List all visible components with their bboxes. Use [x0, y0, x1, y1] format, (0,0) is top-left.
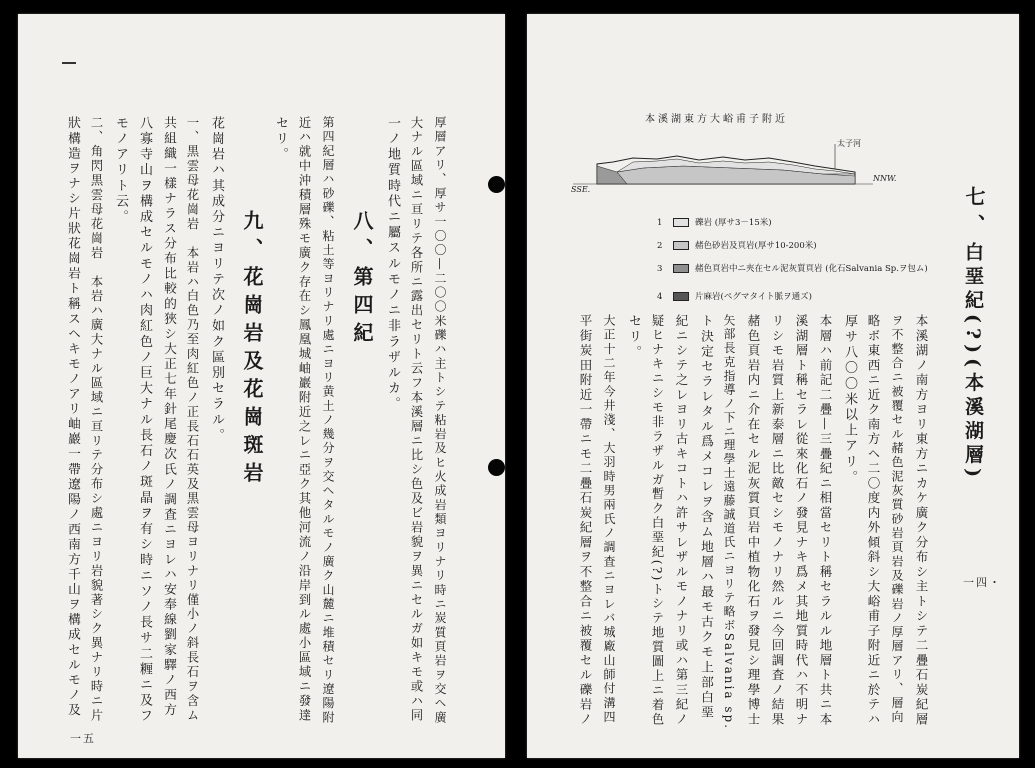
cross-section-left-label: SSE.	[571, 185, 591, 194]
left-page-edge-mark	[62, 62, 76, 64]
right-column-5: 本層ハ前記二疊—三疊紀ニ相當セリト稱セラルル地層ト共ニ本	[818, 314, 833, 727]
legend-text-3: 赭色頁岩中ニ夾在セル泥灰質頁岩 (化石Salvania Sp.ヲ包ム)	[695, 264, 928, 274]
legend-num-1: 1	[657, 218, 663, 228]
right-column-8: 赭色頁岩内ニ介在セル泥灰質頁岩中植物化石ヲ發見シ理學博士	[746, 314, 761, 727]
left-column-10: 八寡寺山ヲ構成セルモノハ肉紅色ノ巨大ナル長石ノ斑晶ヲ有シ時ニソノ長サ二糎ニ及フ	[137, 116, 152, 725]
right-column-6: 溪湖層ト稱セラレ從來化石ノ發見ナキ爲メ其地質時代ハ不明ナ	[794, 314, 809, 727]
left-column-13: 狀構造ヲナシ片狀花崗岩ト稱スヘキモノアリ岫巖一帶遼陽ノ西南方千山ヲ構成セルモノ及	[65, 116, 80, 718]
section-title: 白堊紀(?)(本溪湖層)	[962, 242, 984, 483]
binding-hole-left-upper	[488, 176, 505, 193]
right-column-14: 大正十二年今井淺、大羽時男兩氏ノ調査ニヨレバ城廠山師付溝四	[602, 314, 616, 725]
right-column-7: リシモ岩質上新泰層ニ比敵セシモノナリ然ルニ今回調査ノ結果	[770, 314, 785, 727]
left-column-5: 近ハ就中沖積層殊モ廣ク存在シ鳳凰城岫巖附近之レニ亞ク其他河流ノ沿岸到ル處小區域ニ發達	[297, 116, 311, 724]
right-column-9: 矢部長克指導ノ下ニ理學士遠藤誠道氏ニヨリテ略ボSalvania sp.	[722, 314, 736, 731]
legend-num-3: 3	[657, 264, 663, 274]
figure-title: 本溪湖東方大峪甫子附近	[645, 114, 788, 125]
legend-item-3	[657, 262, 928, 274]
right-column-2: ヲ不整合ニ被覆セル赭色泥灰質砂岩頁岩及礫岩ノ厚層アリ、層向	[890, 314, 904, 725]
left-column-7: 花崗岩ハ其成分ニヨリテ次ノ如ク區別セラル。	[209, 116, 224, 444]
heading-quaternary: 八、第四紀	[350, 210, 374, 350]
heading-granite: 九、花崗岩及花崗斑岩	[240, 210, 264, 490]
sandstone-layer	[617, 166, 855, 184]
right-column-4: 厚サ八〇〇米以上アリ。	[842, 314, 857, 486]
legend-swatch-2	[673, 241, 689, 250]
legend-swatch-4	[673, 292, 689, 301]
right-column-1: 本溪湖ノ南方ヨリ東方ニカケ廣ク分布シ主トシテ二疊石炭紀層	[914, 314, 929, 727]
left-column-11: モノアリト云。	[113, 116, 128, 226]
left-column-8: 一、黒雲母花崗岩 本岩ハ白色乃至肉紅色ノ正長石石英及黒雲母ヨリナリ僅小ノ斜長石ヲ含ム	[185, 116, 199, 724]
left-page	[18, 14, 505, 758]
left-column-1: 厚層アリ、厚サ一〇〇—二〇〇米礫ハ主トシテ粘岩及ヒ火成岩類ヨリナリ時ニ炭質頁岩ヲ交ヘ廣	[433, 116, 447, 725]
left-column-4: 第四紀層ハ砂礫、粘土等ヨリナリ處ニヨリ黄土ノ幾分ヲ交ヘタルモノ廣ク山麓ニ堆積セリ遼陽附	[321, 116, 335, 725]
left-column-12: 二、角閃黒雲母花崗岩 本岩ハ廣大ナル區域ニ亘リテ分布シ處ニヨリ岩貌著シク異ナリ時ニ片	[89, 116, 103, 724]
cross-section-right-label: NNW.	[873, 174, 897, 183]
legend-num-2: 2	[657, 241, 663, 251]
right-page	[527, 14, 1019, 758]
right-column-15: 平街炭田附近一帶ニモ二疊石炭紀層ヲ不整合ニ被覆セル礫岩ノ	[578, 314, 593, 727]
geologic-cross-section	[573, 132, 873, 202]
binding-hole-left-lower	[488, 459, 505, 476]
left-column-3: 一ノ地質時代ニ屬スルモノニ非ラザルカ。	[385, 116, 400, 413]
legend-item-4	[657, 290, 812, 302]
right-column-13: セリ。	[626, 314, 641, 361]
right-page-number: 一四・	[963, 576, 1002, 589]
river-label: 太子河	[837, 139, 861, 148]
right-column-12: 疑ヒナキニシモ非ラザルガ暫ク白堊紀(?)トシテ地質圖上ニ着色	[650, 314, 664, 728]
legend-item-1	[657, 216, 772, 228]
legend-item-2	[657, 239, 817, 251]
legend-swatch-1	[673, 218, 689, 227]
legend-text-2: 赭色砂岩及頁岩(厚サ10-200米)	[695, 241, 817, 251]
legend-text-4: 片麻岩(ペグマタイト脈ヲ通ズ)	[695, 292, 812, 302]
left-page-number: 一五	[70, 732, 96, 745]
right-column-3: 略ボ東西ニ近ク南方ヘ二〇度内外傾斜シ大峪甫子附近ニ於テハ	[866, 314, 881, 727]
legend-swatch-3	[673, 264, 689, 273]
legend-num-4: 4	[657, 292, 663, 302]
right-column-11: 紀ニシテ之レヨリ古キコトハ許サレザルモノナリ或ハ第三紀ノ	[674, 314, 689, 727]
legend-text-1: 礫岩 (厚サ3－15米)	[695, 218, 772, 228]
right-column-10: ト決定セラレタル爲メコレヲ含ム地層ハ最モ古クモ上部白堊	[698, 314, 713, 721]
left-column-6: セリ。	[273, 116, 288, 163]
left-column-2: 大ナル區域ニ亘リテ各所ニ露出セリト云フ本溪層ニ比シ色及ビ岩貌ヲ異ニセルガ如キモ或ハ同	[409, 116, 423, 724]
left-column-9: 共組織一樣ナラス分布比較的狹シ大正七年針尾慶次氏ノ調査ニヨレハ安奉線劉家驛ノ西方	[161, 116, 176, 718]
section-number: 七、	[962, 186, 986, 242]
